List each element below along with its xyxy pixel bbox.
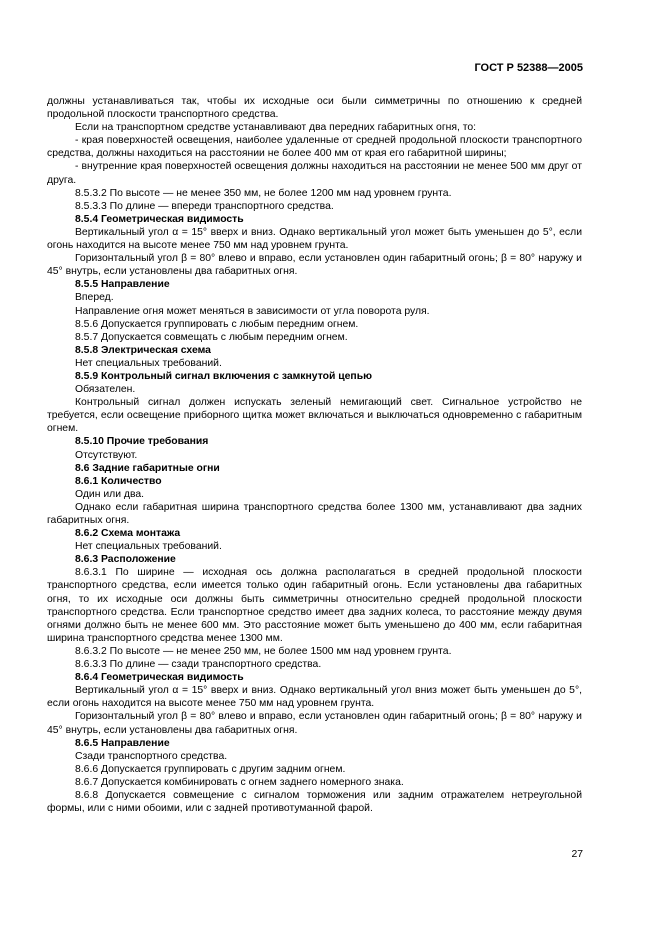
paragraph: Сзади транспортного средства. bbox=[75, 750, 228, 762]
paragraph: 8.5.3.3 По длине — впереди транспортного средства. bbox=[75, 200, 334, 212]
section-heading: 8.6.4 Геометрическая видимость bbox=[75, 672, 244, 684]
paragraph: Направление огня может меняться в зависимости от угла поворота руля. bbox=[75, 305, 430, 317]
section-heading: 8.6.1 Количество bbox=[75, 475, 162, 487]
paragraph: Нет специальных требований. bbox=[75, 541, 222, 553]
paragraph: Вперед. bbox=[75, 292, 114, 304]
paragraph: 8.5.3.2 По высоте — не менее 350 мм, не более 1200 мм над уровнем грунта. bbox=[75, 187, 452, 199]
paragraph: Вертикальный угол α = 15° вверх и вниз. Однако вертикальный угол может быть уменьшен до 5°, если огонь находится на высоте менее 750 мм над уровнем грунта. bbox=[47, 226, 582, 252]
paragraph: 8.6.3.1 По ширине — исходная ось должна располагаться в средней продольной плоскости транспортного средства, если имеется только один габаритный огонь. Если установлены два габаритных огня, то их исходные оси должны быть симметричны относительно средней продольной плоскости транспортного средства. Если транспортное средство имеет два задних колеса, то расстояние между двумя огнями должно быть не менее 600 мм. Это расстояние может быть уменьшено до 400 мм, если габаритная ширина транспортного средства менее 1300 мм. bbox=[47, 567, 582, 644]
paragraph: Если на транспортном средстве устанавливают два передних габаритных огня, то: bbox=[75, 122, 477, 134]
paragraph: - края поверхностей освещения, наиболее удаленные от средней продольной плоскости транспортного средства, должны находиться на расстоянии не более 400 мм от края его габаритной ширины; bbox=[47, 135, 582, 160]
paragraph: Обязателен. bbox=[75, 384, 136, 396]
paragraph: Однако если габаритная ширина транспортного средства более 1300 мм, устанавливают два задних габаритных огня. bbox=[47, 501, 582, 526]
document-body bbox=[47, 95, 582, 815]
paragraph: 8.6.7 Допускается комбинировать с огнем заднего номерного знака. bbox=[75, 776, 404, 788]
paragraph: - внутренние края поверхностей освещения должны находиться на расстоянии не менее 500 мм друг от друга. bbox=[47, 161, 582, 186]
paragraph: 8.6.3.2 По высоте — не менее 250 мм, не более 1500 мм над уровнем грунта. bbox=[75, 645, 452, 657]
paragraph: 8.5.7 Допускается совмещать с любым передним огнем. bbox=[75, 331, 348, 343]
document-header: ГОСТ Р 52388—2005 bbox=[474, 62, 583, 74]
paragraph: Горизонтальный угол β = 80° влево и вправо, если установлен один габаритный огонь; β = 80° наружу и 45° внутрь, если установлены два габаритных огня. bbox=[47, 711, 582, 736]
page-number: 27 bbox=[571, 849, 583, 860]
paragraph: 8.6.6 Допускается группировать с другим задним огнем. bbox=[75, 763, 346, 775]
section-heading: 8.6.2 Схема монтажа bbox=[75, 528, 181, 540]
paragraph: 8.5.6 Допускается группировать с любым передним огнем. bbox=[75, 318, 359, 330]
paragraph: Горизонтальный угол β = 80° влево и вправо, если установлен один габаритный огонь; β = 80° наружу и 45° внутрь, если установлены два габаритных огня. bbox=[47, 253, 582, 278]
paragraph: Отсутствуют. bbox=[75, 449, 138, 461]
paragraph: 8.6.8 Допускается совмещение с сигналом торможения или задним отражателем нетреугольной формы, или с ними обоими, или с задней противотуманной фарой. bbox=[47, 789, 582, 815]
section-heading: 8.6.5 Направление bbox=[75, 737, 170, 749]
paragraph: Вертикальный угол α = 15° вверх и вниз. Однако вертикальный угол вниз может быть уменьшен до 5°, если огонь находится на высоте менее 750 мм над уровнем грунта. bbox=[47, 685, 582, 710]
paragraph: Контрольный сигнал должен испускать зеленый немигающий свет. Сигнальное устройство не требуется, если освещение приборного щитка может включаться и выключаться одновременно с габаритным огнем. bbox=[47, 397, 582, 435]
section-heading: 8.5.10 Прочие требования bbox=[75, 436, 209, 448]
section-heading: 8.5.5 Направление bbox=[75, 279, 170, 291]
section-heading: 8.6 Задние габаритные огни bbox=[75, 462, 220, 474]
section-heading: 8.5.9 Контрольный сигнал включения с замкнутой цепью bbox=[75, 370, 372, 382]
section-heading: 8.5.8 Электрическая схема bbox=[75, 344, 211, 356]
paragraph: должны устанавливаться так, чтобы их исходные оси были симметричны по отношению к средней продольной плоскости транспортного средства. bbox=[47, 96, 582, 121]
paragraph: Один или два. bbox=[75, 488, 145, 500]
section-heading: 8.6.3 Расположение bbox=[75, 554, 176, 566]
paragraph: Нет специальных требований. bbox=[75, 357, 222, 369]
section-heading: 8.5.4 Геометрическая видимость bbox=[75, 213, 244, 225]
paragraph: 8.6.3.3 По длине — сзади транспортного средства. bbox=[75, 659, 322, 671]
